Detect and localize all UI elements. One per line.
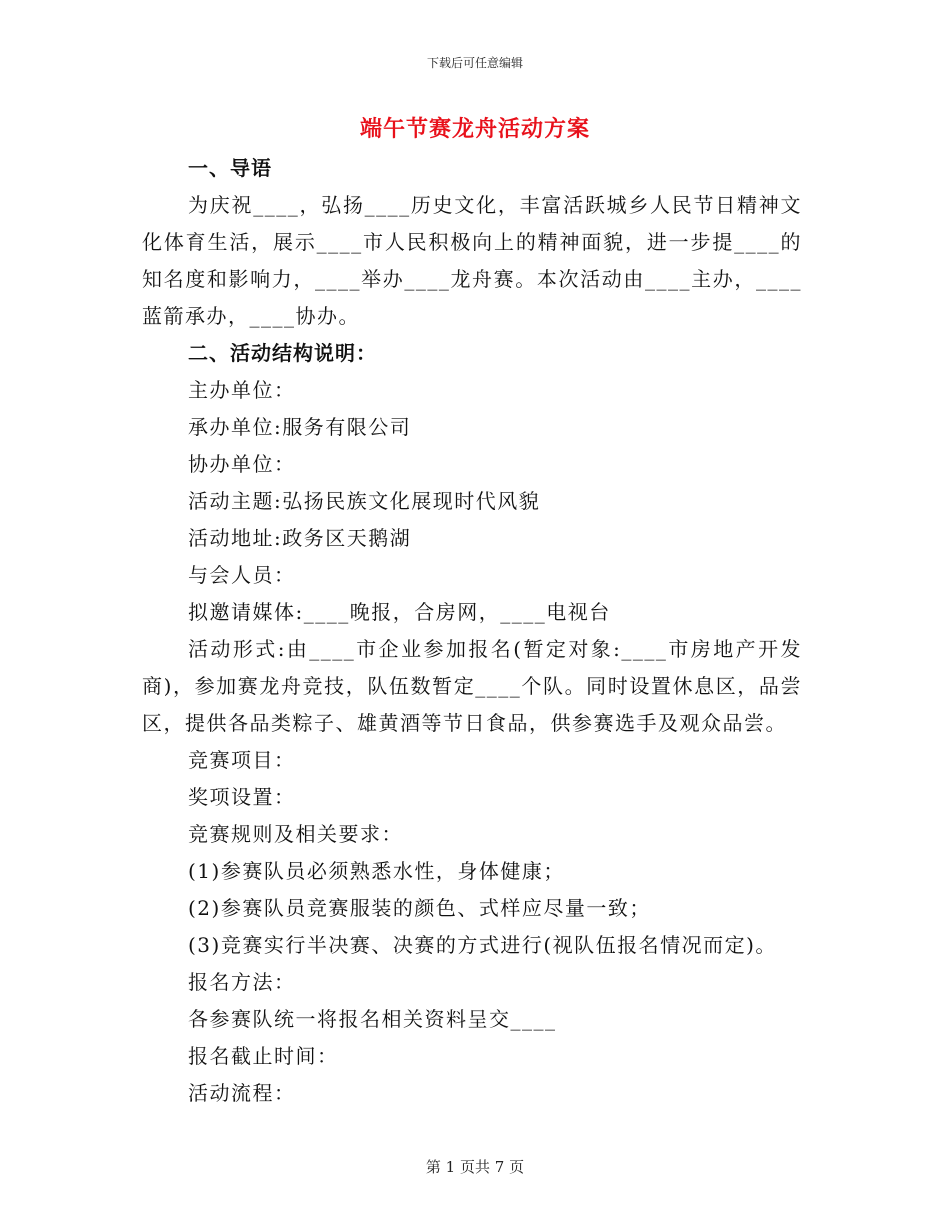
paragraph-line: 活动形式:由____市企业参加报名(暂定对象:____市房地产开发 (188, 637, 802, 661)
page-footer: 第 1 页共 7 页 (425, 1158, 525, 1176)
section-heading-intro: 一、导语 (188, 156, 272, 180)
rule-item: (2)参赛队员竞赛服装的颜色、式样应尽量一致； (188, 896, 651, 920)
section-heading-structure: 二、活动结构说明： (188, 341, 377, 365)
list-item: 活动地址:政务区天鹅湖 (188, 526, 412, 550)
list-item: 主办单位： (188, 378, 296, 402)
paragraph-line: 化体育生活，展示____市人民积极向上的精神面貌，进一步提____的 (142, 230, 802, 254)
list-item: 活动主题:弘扬民族文化展现时代风貌 (188, 489, 541, 513)
document-body (142, 150, 802, 1112)
list-item: 奖项设置： (188, 785, 296, 809)
list-item: 竞赛项目： (188, 748, 296, 772)
list-item: 报名方法： (188, 970, 296, 994)
paragraph-line: 区，提供各品类粽子、雄黄酒等节日食品，供参赛选手及观众品尝。 (142, 711, 787, 735)
list-item: 各参赛队统一将报名相关资料呈交____ (188, 1007, 557, 1031)
paragraph-line: 蓝箭承办，____协办。 (142, 304, 360, 328)
document-title: 端午节赛龙舟活动方案 (359, 116, 590, 142)
rule-item: (3)竞赛实行半决赛、决赛的方式进行(视队伍报名情况而定)。 (188, 933, 777, 957)
list-item: 承办单位:服务有限公司 (188, 415, 412, 439)
rule-item: (1)参赛队员必须熟悉水性，身体健康； (188, 859, 565, 883)
list-item: 协办单位： (188, 452, 296, 476)
list-item: 与会人员： (188, 563, 296, 587)
list-item: 活动流程： (188, 1081, 296, 1105)
paragraph-line: 知名度和影响力，____举办____龙舟赛。本次活动由____主办，____ (142, 267, 802, 291)
paragraph-line: 商)，参加赛龙舟竞技，队伍数暂定____个队。同时设置休息区，品尝 (142, 674, 802, 698)
list-item: 报名截止时间： (188, 1044, 339, 1068)
paragraph-line: 为庆祝____，弘扬____历史文化，丰富活跃城乡人民节日精神文 (188, 193, 802, 217)
list-item: 竞赛规则及相关要求： (188, 822, 403, 846)
page-header: 下载后可任意编辑 (426, 56, 523, 70)
list-item: 拟邀请媒体:____晚报，合房网，____电视台 (188, 600, 611, 624)
